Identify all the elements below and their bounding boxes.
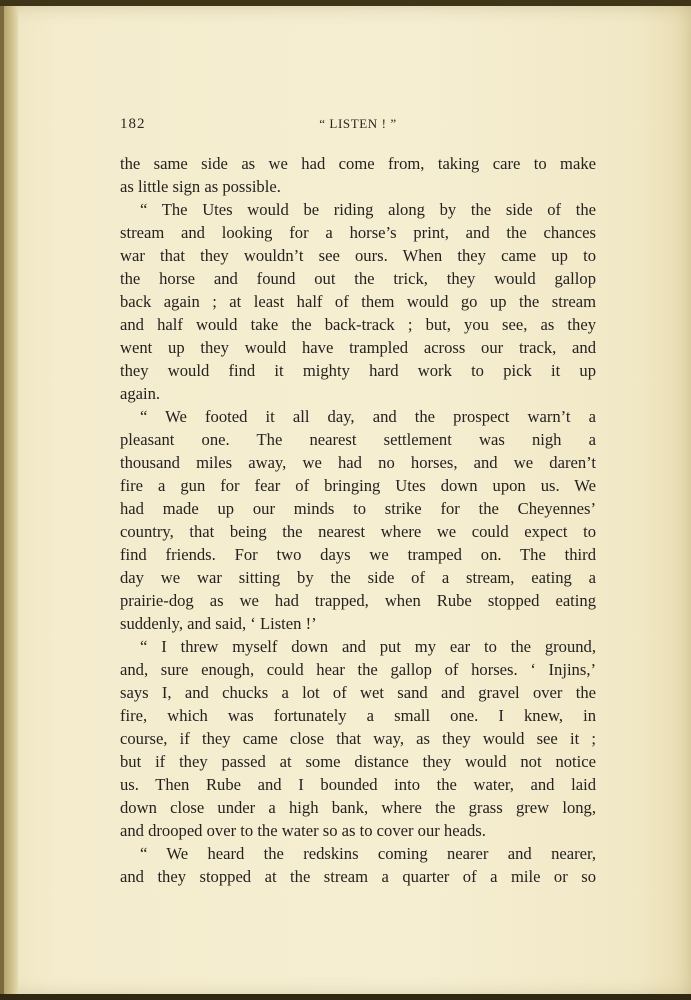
text-line: the same side as we had come from, taking care to make: [120, 154, 596, 173]
text-line: pleasant one. The nearest settlement was nigh a: [120, 430, 596, 449]
text-line: and drooped over to the water so as to cover our heads.: [120, 821, 486, 840]
text-line: war that they wouldn’t see ours. When they came up to: [120, 246, 596, 265]
text-line: and half would take the back-track ; but, you see, as they: [120, 315, 596, 334]
text-line: they would find it mighty hard work to pick it up: [120, 361, 596, 380]
page-header: [120, 116, 596, 136]
body-text: [120, 152, 596, 888]
text-line: back again ; at least half of them would go up the stream: [120, 292, 596, 311]
text-line: and, sure enough, could hear the gallop of horses. ‘ Injins,’: [120, 660, 596, 679]
text-line: “ I threw myself down and put my ear to the ground,: [140, 637, 596, 656]
page-number: 182: [120, 116, 146, 132]
text-line: but if they passed at some distance they would not notice: [120, 752, 596, 771]
text-line: had made up our minds to strike for the Cheyennes’: [120, 499, 596, 518]
text-line: as little sign as possible.: [120, 177, 281, 196]
text-line: down close under a high bank, where the grass grew long,: [120, 798, 596, 817]
text-line: says I, and chucks a lot of wet sand and gravel over the: [120, 683, 596, 702]
text-line: prairie-dog as we had trapped, when Rube stopped eating: [120, 591, 596, 610]
text-line: thousand miles away, we had no horses, and we daren’t: [120, 453, 596, 472]
text-line: day we war sitting by the side of a stream, eating a: [120, 568, 596, 587]
text-line: “ The Utes would be riding along by the side of the: [140, 200, 596, 219]
text-line: fire, which was fortunately a small one. I knew, in: [120, 706, 596, 725]
text-line: went up they would have trampled across our track, and: [120, 338, 596, 357]
text-line: us. Then Rube and I bounded into the water, and laid: [120, 775, 596, 794]
text-line: suddenly, and said, ‘ Listen !’: [120, 614, 317, 633]
page-gutter: [4, 6, 18, 996]
text-line: fire a gun for fear of bringing Utes down upon us. We: [120, 476, 596, 495]
scan-bottom-edge: [0, 994, 691, 1000]
text-line: find friends. For two days we tramped on. The third: [120, 545, 596, 564]
text-line: again.: [120, 384, 161, 403]
text-line: “ We footed it all day, and the prospect warn’t a: [140, 407, 596, 426]
text-line: stream and looking for a horse’s print, and the chances: [120, 223, 596, 242]
text-line: and they stopped at the stream a quarter of a mile or so: [120, 867, 596, 886]
text-line: country, that being the nearest where we could expect to: [120, 522, 596, 541]
text-line: course, if they came close that way, as they would see it ;: [120, 729, 596, 748]
running-head: “ LISTEN ! ”: [319, 116, 397, 131]
text-line: “ We heard the redskins coming nearer and nearer,: [140, 844, 596, 863]
text-line: the horse and found out the trick, they would gallop: [120, 269, 596, 288]
